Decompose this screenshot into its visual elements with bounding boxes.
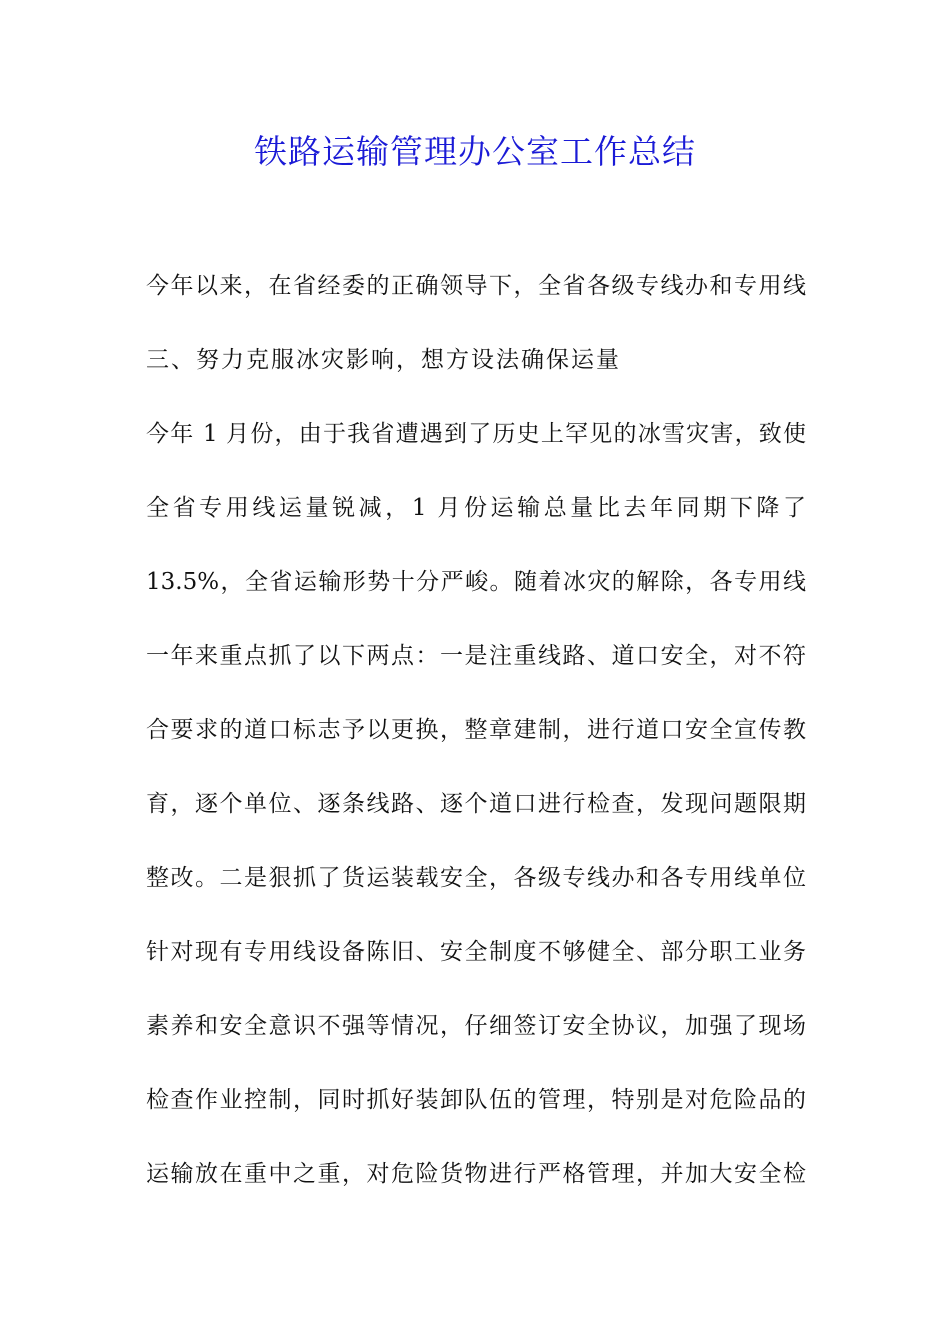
document-title: 铁路运输管理办公室工作总结 <box>254 132 696 171</box>
document-body <box>146 258 806 1220</box>
body-line-4: 全省专用线运量锐减，1 月份运输总量比去年同期下降了 <box>146 495 806 521</box>
body-line-13: 运输放在重中之重，对危险货物进行严格管理，并加大安全检 <box>146 1161 806 1187</box>
section-heading: 三、努力克服冰灾影响，想方设法确保运量 <box>146 347 621 373</box>
body-line-3: 今年 1 月份，由于我省遭遇到了历史上罕见的冰雪灾害，致使 <box>146 421 806 447</box>
body-line-11: 素养和安全意识不强等情况，仔细签订安全协议，加强了现场 <box>146 1013 806 1039</box>
body-line-12: 检查作业控制，同时抓好装卸队伍的管理，特别是对危险品的 <box>146 1087 806 1113</box>
body-line-7: 合要求的道口标志予以更换，整章建制，进行道口安全宣传教 <box>146 717 806 743</box>
body-line-10: 针对现有专用线设备陈旧、安全制度不够健全、部分职工业务 <box>146 939 806 965</box>
body-line-6: 一年来重点抓了以下两点：一是注重线路、道口安全，对不符 <box>146 643 806 669</box>
body-line-5: 13.5%，全省运输形势十分严峻。随着冰灾的解除，各专用线 <box>146 569 806 595</box>
body-line-9: 整改。二是狠抓了货运装载安全，各级专线办和各专用线单位 <box>146 865 806 891</box>
body-line-8: 育，逐个单位、逐条线路、逐个道口进行检查，发现问题限期 <box>146 791 806 817</box>
body-line-1: 今年以来，在省经委的正确领导下，全省各级专线办和专用线 <box>146 273 806 299</box>
